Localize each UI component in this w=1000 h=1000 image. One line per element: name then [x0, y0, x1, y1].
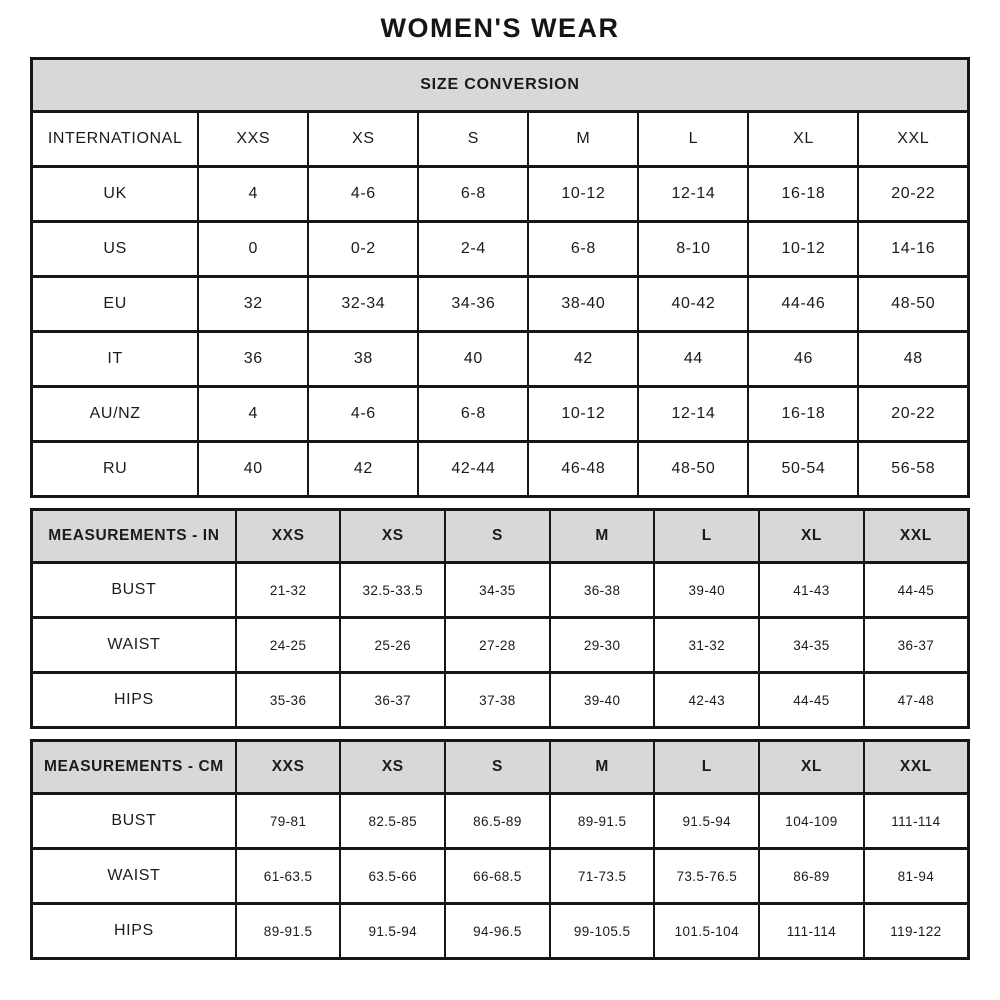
- size-column-header: S: [418, 112, 528, 167]
- size-system-label: US: [32, 222, 199, 277]
- size-value-cell: 34-36: [418, 277, 528, 332]
- measurement-value-cell: 79-81: [236, 794, 341, 849]
- size-value-cell: 40: [198, 442, 308, 497]
- measurement-value-cell: 71-73.5: [550, 849, 655, 904]
- measurement-value-cell: 104-109: [759, 794, 864, 849]
- size-value-cell: 4: [198, 167, 308, 222]
- size-conversion-title: SIZE CONVERSION: [32, 59, 969, 112]
- size-conversion-row: [32, 332, 969, 387]
- size-value-cell: 46-48: [528, 442, 638, 497]
- measurement-value-cell: 36-38: [550, 563, 655, 618]
- international-label: INTERNATIONAL: [32, 112, 199, 167]
- size-value-cell: 38: [308, 332, 418, 387]
- size-value-cell: 50-54: [748, 442, 858, 497]
- size-value-cell: 44-46: [748, 277, 858, 332]
- size-column-header: XS: [340, 741, 445, 794]
- size-value-cell: 0: [198, 222, 308, 277]
- size-value-cell: 12-14: [638, 167, 748, 222]
- size-column-header: XL: [748, 112, 858, 167]
- measurement-label: WAIST: [32, 618, 236, 673]
- size-column-header: XS: [308, 112, 418, 167]
- size-column-header: XXS: [198, 112, 308, 167]
- size-column-header: L: [654, 510, 759, 563]
- measurement-value-cell: 39-40: [654, 563, 759, 618]
- size-value-cell: 10-12: [528, 167, 638, 222]
- measurements-row: [32, 849, 969, 904]
- measurement-value-cell: 81-94: [864, 849, 969, 904]
- measurement-value-cell: 31-32: [654, 618, 759, 673]
- size-system-label: IT: [32, 332, 199, 387]
- measurement-value-cell: 24-25: [236, 618, 341, 673]
- size-value-cell: 2-4: [418, 222, 528, 277]
- size-value-cell: 6-8: [418, 387, 528, 442]
- size-value-cell: 48-50: [638, 442, 748, 497]
- size-value-cell: 40: [418, 332, 528, 387]
- measurement-value-cell: 89-91.5: [236, 904, 341, 959]
- size-system-label: EU: [32, 277, 199, 332]
- measurement-value-cell: 32.5-33.5: [340, 563, 445, 618]
- measurement-value-cell: 89-91.5: [550, 794, 655, 849]
- size-value-cell: 12-14: [638, 387, 748, 442]
- size-value-cell: 16-18: [748, 387, 858, 442]
- measurement-value-cell: 36-37: [340, 673, 445, 728]
- measurement-value-cell: 34-35: [445, 563, 550, 618]
- size-conversion-row: [32, 442, 969, 497]
- size-value-cell: 16-18: [748, 167, 858, 222]
- measurements-cm-body: [32, 741, 969, 959]
- size-column-header: XL: [759, 741, 864, 794]
- size-column-header: XS: [340, 510, 445, 563]
- size-system-label: AU/NZ: [32, 387, 199, 442]
- size-value-cell: 46: [748, 332, 858, 387]
- size-value-cell: 40-42: [638, 277, 748, 332]
- size-column-header: L: [638, 112, 748, 167]
- measurement-label: HIPS: [32, 673, 236, 728]
- size-value-cell: 32: [198, 277, 308, 332]
- measurement-value-cell: 82.5-85: [340, 794, 445, 849]
- size-column-header: M: [550, 741, 655, 794]
- size-value-cell: 48: [858, 332, 968, 387]
- measurement-value-cell: 99-105.5: [550, 904, 655, 959]
- size-conversion-table: [30, 57, 970, 498]
- size-column-header: XL: [759, 510, 864, 563]
- measurement-value-cell: 119-122: [864, 904, 969, 959]
- size-conversion-header-row: [32, 112, 969, 167]
- size-column-header: S: [445, 741, 550, 794]
- measurement-value-cell: 86-89: [759, 849, 864, 904]
- size-system-label: UK: [32, 167, 199, 222]
- measurement-value-cell: 29-30: [550, 618, 655, 673]
- size-conversion-row: [32, 277, 969, 332]
- measurement-label: HIPS: [32, 904, 236, 959]
- size-value-cell: 38-40: [528, 277, 638, 332]
- measurement-value-cell: 111-114: [759, 904, 864, 959]
- measurement-value-cell: 44-45: [759, 673, 864, 728]
- measurements-header-row: [32, 741, 969, 794]
- measurement-label: BUST: [32, 563, 236, 618]
- size-value-cell: 6-8: [528, 222, 638, 277]
- measurement-value-cell: 41-43: [759, 563, 864, 618]
- measurement-value-cell: 39-40: [550, 673, 655, 728]
- size-value-cell: 48-50: [858, 277, 968, 332]
- measurements-title: MEASUREMENTS - IN: [32, 510, 236, 563]
- size-value-cell: 14-16: [858, 222, 968, 277]
- measurement-label: BUST: [32, 794, 236, 849]
- measurement-value-cell: 63.5-66: [340, 849, 445, 904]
- size-conversion-row: [32, 222, 969, 277]
- size-column-header: M: [550, 510, 655, 563]
- measurement-label: WAIST: [32, 849, 236, 904]
- measurement-value-cell: 101.5-104: [654, 904, 759, 959]
- measurement-value-cell: 66-68.5: [445, 849, 550, 904]
- size-value-cell: 56-58: [858, 442, 968, 497]
- size-value-cell: 10-12: [528, 387, 638, 442]
- size-value-cell: 6-8: [418, 167, 528, 222]
- size-value-cell: 4-6: [308, 387, 418, 442]
- size-conversion-row: [32, 387, 969, 442]
- size-column-header: L: [654, 741, 759, 794]
- measurement-value-cell: 86.5-89: [445, 794, 550, 849]
- measurements-row: [32, 563, 969, 618]
- size-conversion-title-row: [32, 59, 969, 112]
- measurements-in-body: [32, 510, 969, 728]
- page-title: WOMEN'S WEAR: [380, 13, 620, 43]
- size-value-cell: 10-12: [748, 222, 858, 277]
- measurement-value-cell: 94-96.5: [445, 904, 550, 959]
- measurement-value-cell: 27-28: [445, 618, 550, 673]
- measurement-value-cell: 35-36: [236, 673, 341, 728]
- measurement-value-cell: 21-32: [236, 563, 341, 618]
- measurements-in-table: [30, 508, 970, 729]
- measurement-value-cell: 34-35: [759, 618, 864, 673]
- measurements-row: [32, 794, 969, 849]
- size-value-cell: 42: [308, 442, 418, 497]
- size-value-cell: 20-22: [858, 387, 968, 442]
- measurement-value-cell: 42-43: [654, 673, 759, 728]
- size-value-cell: 42-44: [418, 442, 528, 497]
- size-conversion-body: [32, 59, 969, 497]
- measurement-value-cell: 44-45: [864, 563, 969, 618]
- measurements-row: [32, 904, 969, 959]
- size-column-header: XXS: [236, 510, 341, 563]
- measurement-value-cell: 111-114: [864, 794, 969, 849]
- measurements-header-row: [32, 510, 969, 563]
- measurements-cm-table: [30, 739, 970, 960]
- measurement-value-cell: 37-38: [445, 673, 550, 728]
- size-value-cell: 4-6: [308, 167, 418, 222]
- size-value-cell: 32-34: [308, 277, 418, 332]
- size-value-cell: 44: [638, 332, 748, 387]
- measurement-value-cell: 25-26: [340, 618, 445, 673]
- measurement-value-cell: 47-48: [864, 673, 969, 728]
- size-column-header: M: [528, 112, 638, 167]
- measurements-row: [32, 618, 969, 673]
- size-column-header: S: [445, 510, 550, 563]
- size-value-cell: 42: [528, 332, 638, 387]
- size-column-header: XXL: [864, 741, 969, 794]
- measurement-value-cell: 36-37: [864, 618, 969, 673]
- size-system-label: RU: [32, 442, 199, 497]
- size-column-header: XXL: [858, 112, 968, 167]
- size-value-cell: 36: [198, 332, 308, 387]
- size-column-header: XXS: [236, 741, 341, 794]
- size-value-cell: 20-22: [858, 167, 968, 222]
- size-value-cell: 0-2: [308, 222, 418, 277]
- size-column-header: XXL: [864, 510, 969, 563]
- measurements-title: MEASUREMENTS - CM: [32, 741, 236, 794]
- measurement-value-cell: 91.5-94: [654, 794, 759, 849]
- size-value-cell: 8-10: [638, 222, 748, 277]
- size-value-cell: 4: [198, 387, 308, 442]
- measurements-row: [32, 673, 969, 728]
- measurement-value-cell: 61-63.5: [236, 849, 341, 904]
- measurement-value-cell: 91.5-94: [340, 904, 445, 959]
- measurement-value-cell: 73.5-76.5: [654, 849, 759, 904]
- size-conversion-row: [32, 167, 969, 222]
